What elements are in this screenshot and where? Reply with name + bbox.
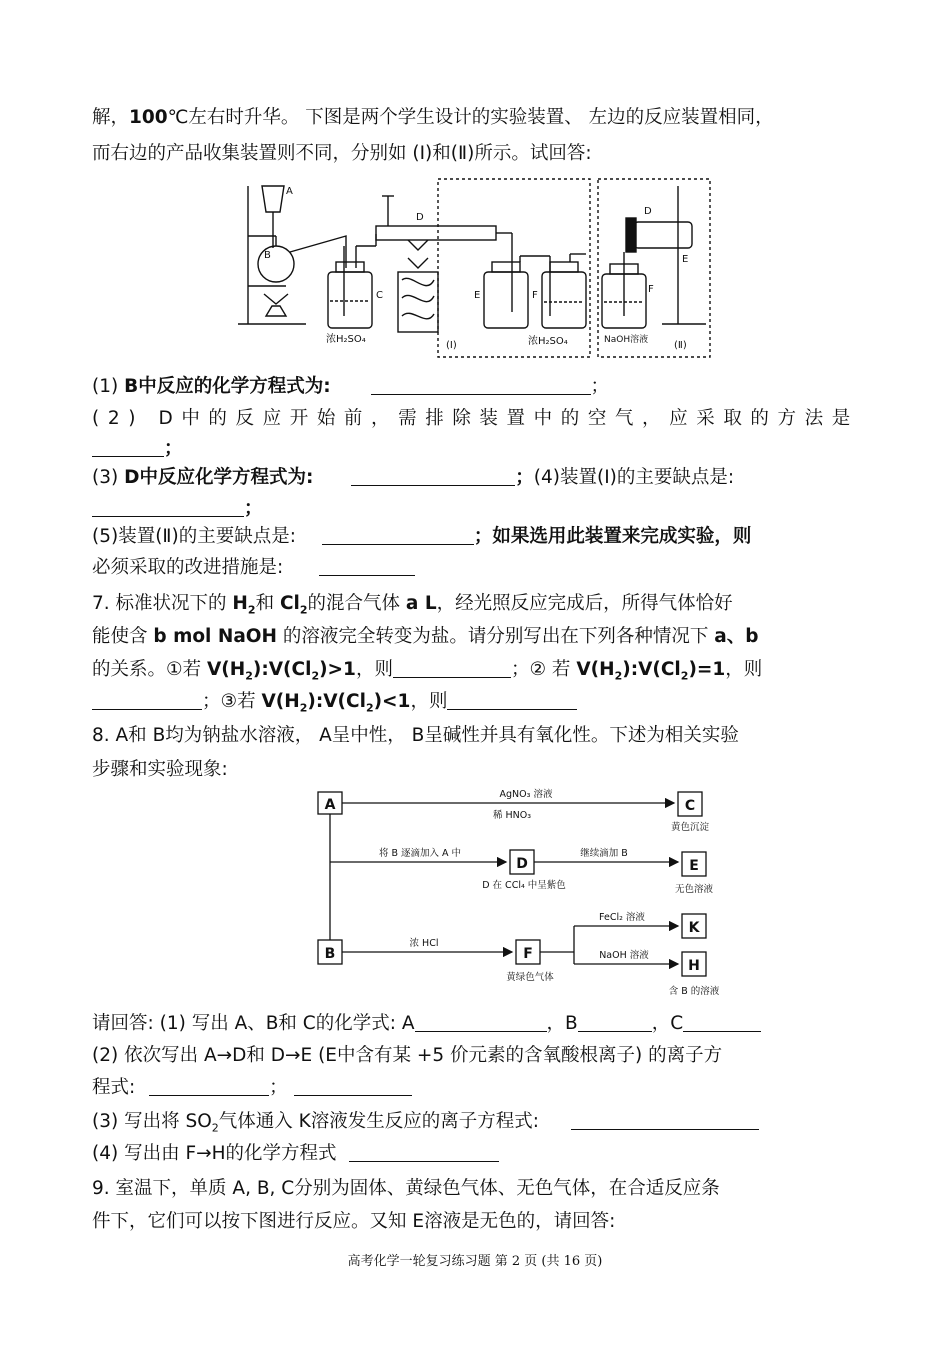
caption-II: (Ⅱ) bbox=[674, 340, 687, 351]
page-footer: 高考化学一轮复习练习题 第 2 页 (共 16 页) bbox=[347, 1254, 603, 1269]
label-D2: D bbox=[644, 206, 652, 217]
label-F2: F bbox=[648, 284, 654, 295]
q8-flow-diagram bbox=[312, 784, 732, 1002]
caption-h2so4-2: 浓H₂SO₄ bbox=[528, 336, 568, 347]
q6-part-3: (3) D中反应化学方程式为: ；(4)装置(Ⅰ)的主要缺点是: bbox=[92, 467, 735, 488]
intro-text: 解， bbox=[92, 107, 130, 128]
q7-line-4: ；③若 $V(H_2):V(Cl_2)<1$，则 bbox=[92, 690, 858, 721]
answer-blank[interactable] bbox=[578, 1013, 652, 1032]
answer-blank[interactable] bbox=[92, 438, 164, 457]
q6-part-1: (1) B中反应的化学方程式为: ； bbox=[92, 376, 610, 397]
caption-C: 黄色沉淀 bbox=[670, 822, 710, 833]
q9-line-2: 件下，它们可以按下图进行反应。又知 E溶液是无色的，请回答: bbox=[92, 1211, 616, 1232]
answer-blank[interactable] bbox=[393, 659, 511, 678]
q6-part-4-answer: ； bbox=[92, 497, 858, 521]
label-F: F bbox=[532, 290, 538, 301]
box-K-label: K bbox=[688, 920, 700, 936]
q8-line-2: 步骤和实验现象: bbox=[92, 759, 228, 780]
label-B: B bbox=[264, 250, 271, 261]
intro-temp: 100 bbox=[129, 107, 168, 128]
q7-line-3: 的关系。①若 $V(H_2):V(Cl_2)>1$，则 ；② 若 $V(H_2):V(Cl_2)=1$，则 bbox=[92, 659, 763, 683]
q8-sub-3: (3) 写出将 $SO_2$气体通入 K溶液发生反应的离子方程式: bbox=[92, 1110, 858, 1141]
q6-part-2: (2) D中的反应开始前，需排除装置中的空气，应采取的方法是 bbox=[92, 408, 859, 429]
answer-blank[interactable] bbox=[322, 526, 474, 545]
answer-blank[interactable] bbox=[349, 1143, 499, 1162]
intro-line-2: 而右边的产品收集装置则不同，分别如 (Ⅰ)和(Ⅱ)所示。试回答: bbox=[92, 143, 592, 164]
intro-line-1 bbox=[92, 106, 858, 130]
caption-F: 黄绿色气体 bbox=[506, 972, 554, 983]
caption-h2so4-1: 浓H₂SO₄ bbox=[326, 334, 366, 345]
box-H-label: H bbox=[688, 958, 700, 974]
caption-H: 含 B 的溶液 bbox=[668, 986, 720, 997]
q6-part-2-answer: ； bbox=[92, 437, 858, 461]
arrow-label-naoh: NaOH 溶液 bbox=[599, 950, 649, 961]
box-C-label: C bbox=[684, 798, 696, 814]
arrow-label-agno3: AgNO₃ 溶液 bbox=[499, 789, 553, 800]
intro-text: ℃左右时升华。 下图是两个学生设计的实验装置、 左边的反应装置相同， bbox=[167, 107, 774, 128]
caption-D: D 在 CCl₄ 中呈紫色 bbox=[482, 880, 566, 891]
q6-part-5: (5)装置(Ⅱ)的主要缺点是: ；如果选用此装置来完成实验，则 bbox=[92, 526, 752, 547]
box-D-label: D bbox=[516, 856, 528, 872]
box-F-label: F bbox=[523, 946, 533, 962]
q6-part-5-line-2: 必须采取的改进措施是: bbox=[92, 556, 858, 580]
answer-blank[interactable] bbox=[351, 467, 515, 486]
box-A-label: A bbox=[324, 797, 336, 813]
answer-blank[interactable] bbox=[683, 1013, 761, 1032]
arrow-label-fecl2: FeCl₂ 溶液 bbox=[599, 912, 645, 923]
box-B-label: B bbox=[324, 946, 336, 962]
arrow-label-hno3: 稀 HNO₃ bbox=[492, 810, 532, 821]
q7-line-2: 能使含 b mol NaOH 的溶液完全转变为盐。请分别写出在下列各种情况下 a、b bbox=[92, 626, 759, 647]
apparatus-figure bbox=[236, 176, 714, 362]
answer-blank[interactable] bbox=[294, 1077, 412, 1096]
answer-blank[interactable] bbox=[149, 1077, 269, 1096]
label-A: A bbox=[286, 186, 293, 197]
q8-sub-2: (2) 依次写出 A→D和 D→E (E中含有某 +5 价元素的含氧酸根离子) 的离子方 bbox=[92, 1045, 723, 1066]
label-C: C bbox=[376, 290, 383, 301]
answer-blank[interactable] bbox=[92, 691, 202, 710]
arrow-label-add-b: 将 B 逐滴加入 A 中 bbox=[378, 848, 462, 859]
caption-E: 无色溶液 bbox=[674, 884, 714, 895]
answer-blank[interactable] bbox=[92, 498, 244, 517]
q8-sub-2-line-2: 程式: ； bbox=[92, 1076, 858, 1100]
arrow-label-hcl: 浓 HCl bbox=[409, 938, 439, 949]
q7-line-1: 7. 标准状况下的 $H_2$和 $Cl_2$的混合气体 a L，经光照反应完成后，所得气体恰好 bbox=[92, 593, 733, 617]
arrow-label-continue-b: 继续滴加 B bbox=[580, 848, 628, 859]
answer-blank[interactable] bbox=[415, 1013, 547, 1032]
caption-I: (Ⅰ) bbox=[446, 340, 457, 351]
q9-line-1: 9. 室温下，单质 A, B, C分别为固体、黄绿色气体、无色气体，在合适反应条 bbox=[92, 1178, 720, 1199]
answer-blank[interactable] bbox=[571, 1111, 759, 1130]
label-E2: E bbox=[682, 254, 689, 265]
q8-sub-1: 请回答: (1) 写出 A、B和 C的化学式: A ，B ，C bbox=[92, 1012, 858, 1036]
box-E-label: E bbox=[689, 858, 699, 874]
q8-line-1: 8. A和 B均为钠盐水溶液， A呈中性， B呈碱性并具有氧化性。下述为相关实验 bbox=[92, 725, 739, 746]
label-D: D bbox=[416, 212, 424, 223]
answer-blank[interactable] bbox=[371, 376, 591, 395]
q8-sub-4: (4) 写出由 F→H的化学方程式 bbox=[92, 1142, 858, 1166]
caption-naoh: NaOH溶液 bbox=[604, 335, 649, 345]
answer-blank[interactable] bbox=[447, 691, 577, 710]
label-E: E bbox=[474, 290, 481, 301]
answer-blank[interactable] bbox=[319, 557, 415, 576]
